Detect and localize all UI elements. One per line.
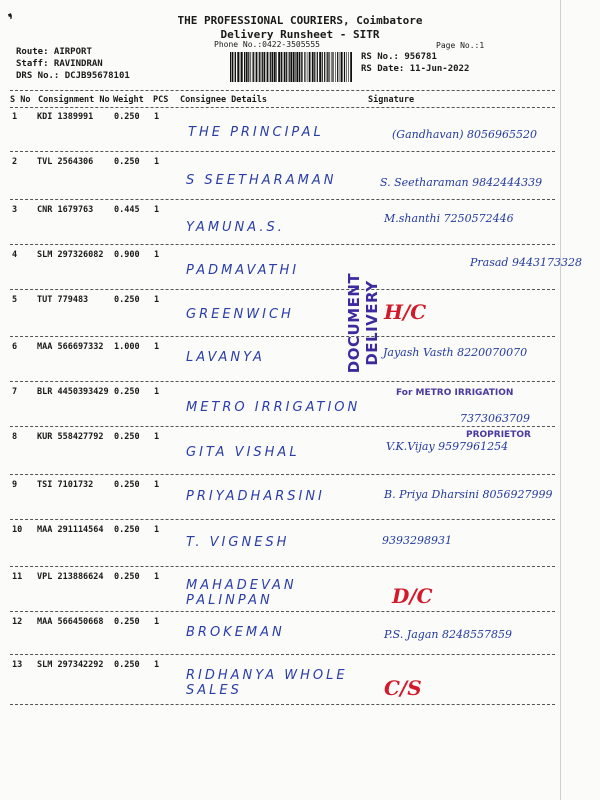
barcode-bar <box>290 52 292 82</box>
page-edge <box>560 0 561 800</box>
drs-number: DRS No.: DCJB95678101 <box>16 71 130 81</box>
row-pcs: 1 <box>154 432 160 442</box>
row-pcs: 1 <box>154 480 160 490</box>
row-signature: P.S. Jagan 8248557859 <box>384 628 512 641</box>
barcode-bar <box>272 52 274 82</box>
row-divider <box>10 704 555 705</box>
barcode-bar <box>230 52 231 82</box>
barcode-bar <box>309 52 311 82</box>
row-consignee: METRO IRRIGATION <box>186 400 361 415</box>
barcode-bar <box>252 52 253 82</box>
row-sno: 3 <box>12 205 18 215</box>
barcode-bar <box>312 52 314 82</box>
barcode-bar <box>340 52 341 82</box>
row-signature: H/C <box>384 300 427 324</box>
barcode-bar <box>241 52 243 82</box>
metro-stamp-for: For METRO IRRIGATION <box>396 388 514 398</box>
row-divider <box>10 611 555 612</box>
barcode-bar <box>333 52 334 82</box>
row-divider <box>10 151 555 152</box>
barcode-bar <box>240 52 241 82</box>
barcode-bar <box>296 52 298 82</box>
barcode-bar <box>284 52 286 82</box>
row-consignment: MAA 566697332 <box>37 342 104 352</box>
barcode-bar <box>337 52 338 82</box>
row-sno: 1 <box>12 112 18 122</box>
rs-number: RS No.: 956781 <box>361 52 437 62</box>
company-name: THE PROFESSIONAL COURIERS, Coimbatore <box>177 14 423 27</box>
barcode-bar <box>348 52 349 82</box>
barcode-bar <box>322 52 323 82</box>
row-sno: 13 <box>12 660 23 670</box>
row-consignment: TUT 779483 <box>37 295 89 305</box>
row-consignment: BLR 4450393429 <box>37 387 109 397</box>
barcode-bar <box>270 52 271 82</box>
row-consignment: TSI 7101732 <box>37 480 94 490</box>
row-consignee: PRIYADHARSINI <box>186 489 325 504</box>
row-divider <box>10 426 555 427</box>
row-consignee: RIDHANYA WHOLE SALES <box>186 668 348 698</box>
barcode-bar <box>234 52 235 82</box>
row-consignee: LAVANYA <box>186 350 265 365</box>
row-pcs: 1 <box>154 112 160 122</box>
staff: Staff: RAVINDRAN <box>16 59 103 69</box>
barcode-bar <box>256 52 258 82</box>
barcode-bar <box>350 52 352 82</box>
barcode-bar <box>289 52 290 82</box>
col-consignment: Consignment No <box>38 95 110 105</box>
barcode-bar <box>344 52 345 82</box>
row-divider <box>10 199 555 200</box>
row-signature: 7373063709 <box>460 412 530 425</box>
barcode-bar <box>259 52 260 82</box>
barcode-bar <box>314 52 315 82</box>
row-consignee: T. VIGNESH <box>186 535 290 550</box>
row-weight: 0.250 <box>114 572 140 582</box>
row-signature: Jayash Vasth 8220070070 <box>383 346 528 359</box>
row-sno: 2 <box>12 157 18 167</box>
row-weight: 0.250 <box>114 617 140 627</box>
row-consignee: GREENWICH <box>186 307 294 322</box>
row-weight: 1.000 <box>114 342 140 352</box>
barcode-bar <box>237 52 239 82</box>
barcode-bar <box>253 52 254 82</box>
row-sno: 5 <box>12 295 18 305</box>
col-signature: Signature <box>368 95 415 105</box>
row-consignment: MAA 566450668 <box>37 617 104 627</box>
col-weight: Weight <box>113 95 144 105</box>
barcode-bar <box>250 52 251 82</box>
barcode-bar <box>301 52 302 82</box>
barcode-bar <box>264 52 266 82</box>
row-signature: S. Seetharaman 9842444339 <box>380 176 543 189</box>
row-pcs: 1 <box>154 387 160 397</box>
barcode-bar <box>235 52 236 82</box>
row-pcs: 1 <box>154 250 160 260</box>
row-sno: 4 <box>12 250 18 260</box>
row-pcs: 1 <box>154 617 160 627</box>
header-rule-top <box>10 90 555 91</box>
row-weight: 0.250 <box>114 387 140 397</box>
row-pcs: 1 <box>154 525 160 535</box>
row-weight: 0.900 <box>114 250 140 260</box>
row-sno: 11 <box>12 572 23 582</box>
row-signature: (Gandhavan) 8056965520 <box>392 128 538 141</box>
page-number: Page No.:1 <box>436 41 485 50</box>
barcode-bar <box>261 52 262 82</box>
row-weight: 0.250 <box>114 295 140 305</box>
document-delivery-stamp: DOCUMENT DELIVERY <box>345 272 381 374</box>
row-sno: 8 <box>12 432 18 442</box>
barcode-bar <box>319 52 321 82</box>
barcode-bar <box>331 52 332 82</box>
barcode-bar <box>341 52 343 82</box>
row-consignment: CNR 1679763 <box>37 205 94 215</box>
row-signature: C/S <box>384 676 422 700</box>
row-divider <box>10 474 555 475</box>
row-divider <box>10 566 555 567</box>
row-divider <box>10 381 555 382</box>
row-sno: 7 <box>12 387 18 397</box>
row-consignment: KDI 1389991 <box>37 112 94 122</box>
corner-mark: ❜ <box>2 8 24 37</box>
rs-date: RS Date: 11-Jun-2022 <box>361 64 470 74</box>
row-pcs: 1 <box>154 205 160 215</box>
row-consignment: KUR 558427792 <box>37 432 104 442</box>
row-consignment: TVL 2564306 <box>37 157 94 167</box>
row-weight: 0.250 <box>114 480 140 490</box>
barcode-bar <box>262 52 263 82</box>
barcode-bar <box>244 52 245 82</box>
row-weight: 0.250 <box>114 432 140 442</box>
barcode-bar <box>346 52 347 82</box>
phone-number: Phone No.:0422-3505555 <box>214 40 320 49</box>
barcode <box>229 52 355 82</box>
barcode-bar <box>286 52 287 82</box>
barcode-bar <box>307 52 308 82</box>
row-sno: 10 <box>12 525 23 535</box>
barcode-bar <box>276 52 277 82</box>
barcode-bar <box>246 52 248 82</box>
row-pcs: 1 <box>154 295 160 305</box>
row-signature: B. Priya Dharsini 8056927999 <box>384 488 553 501</box>
barcode-bar <box>304 52 305 82</box>
barcode-bar <box>328 52 329 82</box>
barcode-bar <box>324 52 325 82</box>
row-divider <box>10 519 555 520</box>
metro-stamp-proprietor: PROPRIETOR <box>466 430 531 440</box>
barcode-bar <box>295 52 296 82</box>
barcode-bar <box>267 52 269 82</box>
row-weight: 0.250 <box>114 157 140 167</box>
row-pcs: 1 <box>154 572 160 582</box>
barcode-bar <box>302 52 303 82</box>
row-consignment: MAA 291114564 <box>37 525 104 535</box>
row-consignment: SLM 297342292 <box>37 660 104 670</box>
row-divider <box>10 289 555 290</box>
row-weight: 0.250 <box>114 660 140 670</box>
row-sno: 12 <box>12 617 23 627</box>
barcode-bar <box>335 52 336 82</box>
row-divider <box>10 336 555 337</box>
row-consignee: GITA VISHAL <box>186 445 300 460</box>
row-pcs: 1 <box>154 342 160 352</box>
row-signature: D/C <box>392 584 433 608</box>
row-signature: 9393298931 <box>382 534 452 547</box>
runsheet-title: Delivery Runsheet - SITR <box>220 28 380 41</box>
row-pcs: 1 <box>154 157 160 167</box>
barcode-bar <box>232 52 233 82</box>
barcode-bar <box>332 52 333 82</box>
barcode-bar <box>327 52 328 82</box>
barcode-bar <box>281 52 283 82</box>
row-consignment: SLM 297326082 <box>37 250 104 260</box>
row-signature: Prasad 9443173328 <box>470 256 582 269</box>
row-sno: 9 <box>12 480 18 490</box>
row-weight: 0.445 <box>114 205 140 215</box>
col-sno: S No <box>10 95 31 105</box>
row-consignee: BROKEMAN <box>186 625 285 640</box>
row-consignment: VPL 213886624 <box>37 572 104 582</box>
row-consignee: THE PRINCIPAL <box>188 125 324 140</box>
route: Route: AIRPORT <box>16 47 92 57</box>
barcode-bar <box>278 52 280 82</box>
row-consignee: YAMUNA.S. <box>186 220 285 235</box>
row-consignee: PADMAVATHI <box>186 263 300 278</box>
row-weight: 0.250 <box>114 525 140 535</box>
barcode-bar <box>317 52 318 82</box>
barcode-bar <box>299 52 300 82</box>
row-pcs: 1 <box>154 660 160 670</box>
row-sno: 6 <box>12 342 18 352</box>
row-signature: V.K.Vijay 9597961254 <box>386 440 509 453</box>
row-divider <box>10 244 555 245</box>
barcode-bar <box>293 52 295 82</box>
row-consignee: MAHADEVAN PALINPAN <box>186 578 297 608</box>
col-pcs: PCS <box>153 95 169 105</box>
barcode-bar <box>274 52 276 82</box>
col-consignee: Consignee Details <box>180 95 267 105</box>
row-consignee: S SEETHARAMAN <box>186 173 337 188</box>
row-weight: 0.250 <box>114 112 140 122</box>
row-signature: M.shanthi 7250572446 <box>384 212 514 225</box>
barcode-bar <box>248 52 249 82</box>
header-rule-bottom <box>10 107 555 108</box>
row-divider <box>10 654 555 655</box>
